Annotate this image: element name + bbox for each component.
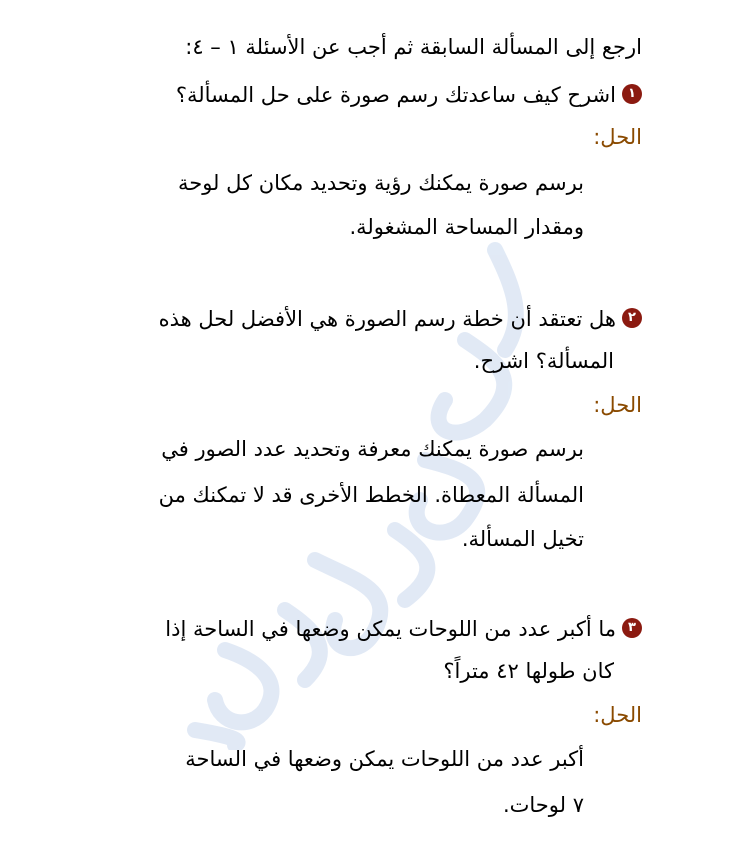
question-text-continued: المسألة؟ اشرح.	[473, 349, 614, 373]
solution-label: الحل:	[593, 703, 642, 727]
question-1	[176, 80, 642, 110]
question-text: ما أكبر عدد من اللوحات يمكن وضعها في الساحة إذا	[165, 617, 616, 641]
question-number-badge: ٣	[622, 618, 642, 638]
question-number-badge: ١	[622, 84, 642, 104]
answer-line: المسألة المعطاة. الخطط الأخرى قد لا تمكنك من	[158, 483, 584, 507]
answer-line: برسم صورة يمكنك رؤية وتحديد مكان كل لوحة	[177, 171, 584, 195]
question-text: هل تعتقد أن خطة رسم الصورة هي الأفضل لحل هذه	[158, 307, 616, 331]
question-3	[165, 614, 642, 644]
question-text-continued: كان طولها ٤٢ متراً؟	[443, 659, 614, 683]
answer-line: أكبر عدد من اللوحات يمكن وضعها في الساحة	[185, 747, 584, 771]
solution-label: الحل:	[593, 393, 642, 417]
intro-text: ارجع إلى المسألة السابقة ثم أجب عن الأسئلة ١ – ٤:	[185, 35, 642, 59]
question-number-badge: ٢	[622, 308, 642, 328]
solution-label: الحل:	[593, 125, 642, 149]
answer-line: ٧ لوحات.	[502, 793, 584, 817]
question-2	[159, 304, 642, 334]
answer-line: تخيل المسألة.	[461, 527, 584, 551]
question-text: اشرح كيف ساعدتك رسم صورة على حل المسألة؟	[175, 83, 616, 107]
answer-line: برسم صورة يمكنك معرفة وتحديد عدد الصور في	[161, 437, 584, 461]
answer-line: ومقدار المساحة المشغولة.	[349, 215, 584, 239]
